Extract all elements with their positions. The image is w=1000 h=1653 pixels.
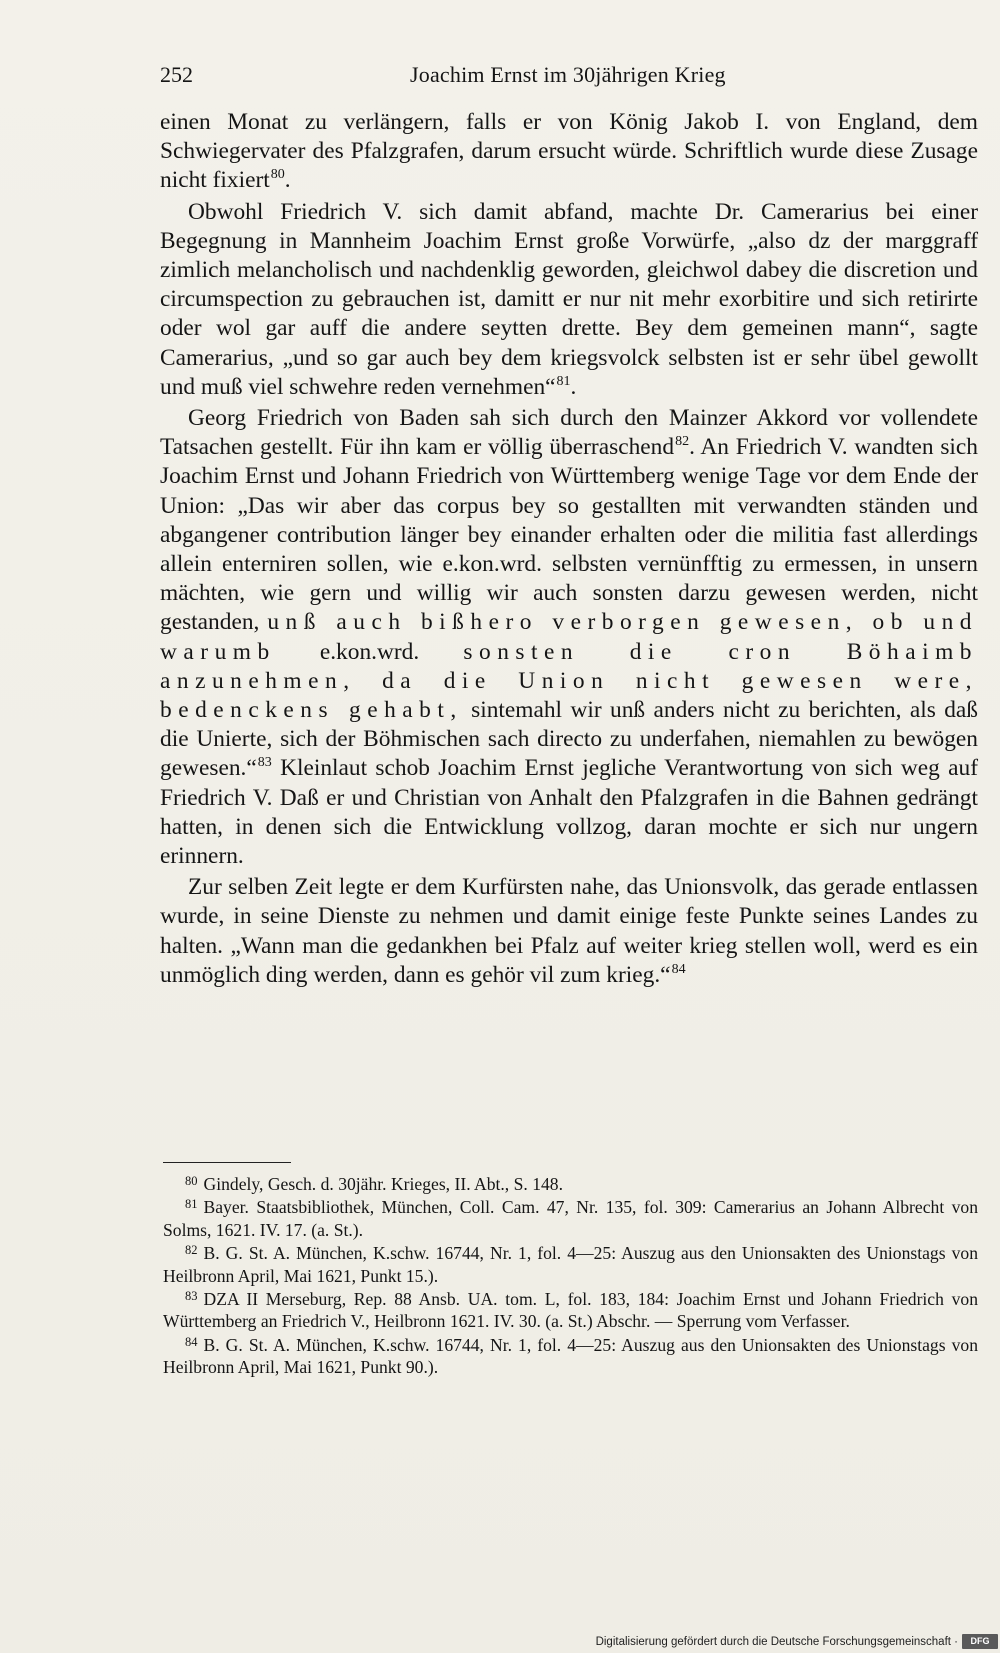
footnote-83 (163, 1288, 978, 1333)
footnote-number: 81 (185, 1197, 198, 1212)
footnote-text: DZA II Merseburg, Rep. 88 Ansb. UA. tom. L, fol. 183, 184: Joachim Ernst und Johann Friedrich von Württemberg an Friedrich V., Heilbronn 1621. IV. 30. (a. St.) Abschr. — Sperrung vom Verfasser. (163, 1289, 978, 1332)
spaced-emphasis-2: sonsten die cron Böhaimb anzunehmen, da die Union nicht gewesen were, bedenckens gehabt, (160, 638, 978, 724)
footnote-separator (163, 1162, 291, 1163)
footnote-ref-80[interactable]: 80 (270, 167, 285, 183)
paragraph-2-text: Obwohl Friedrich V. sich damit abfand, machte Dr. Camerarius bei einer Begegnung in Mannheim Joachim Ernst große Vorwürfe, „also dz der marggraff zimlich melancholisch und nachdenklig geworden, gleichwol dabey die discretion und circumspection zu gebrauchen ist, damitt er nur nit mehr exorbitire und sich retirirte oder wol gar auff die andere seytten drette. Bey dem gemeinen mann“, sagte Camerarius, „und so gar auch bey dem kriegsvolck selbsten ist er sehr übel gewollt und muß viel schwehre reden vernehmen“ (160, 198, 978, 400)
footnote-text: Gindely, Gesch. d. 30jähr. Krieges, II. Abt., S. 148. (203, 1174, 563, 1194)
page-header (160, 62, 978, 92)
main-text (160, 108, 978, 990)
footnote-text: Bayer. Staatsbibliothek, München, Coll. Cam. 47, Nr. 135, fol. 309: Camerarius an Johann Albrecht von Solms, 1621. IV. 17. (a. St.). (163, 1197, 978, 1240)
footnote-ref-81[interactable]: 81 (556, 373, 571, 389)
page-number: 252 (160, 62, 193, 87)
digitization-footer (595, 1631, 1000, 1653)
footnote-number: 84 (185, 1334, 198, 1349)
footnote-text: B. G. St. A. München, K.schw. 16744, Nr. 1, fol. 4—25: Auszug aus den Unionsakten des Unionstags von Heilbronn April, Mai 1621, Punkt 15.). (163, 1243, 978, 1286)
footnote-ref-82[interactable]: 82 (675, 434, 690, 450)
paragraph-1-end: . (284, 167, 291, 194)
footnote-number: 80 (185, 1174, 198, 1188)
paragraph-3-part-a: Georg Friedrich von Baden sah sich durch den Mainzer Akkord vor vollendete Tatsachen gestellt. Für ihn kam er völlig überraschend (160, 405, 978, 461)
paragraph-3-part-c: e.kon.wrd. (319, 638, 420, 665)
footnote-80 (163, 1173, 978, 1195)
paragraph-1-text: einen Monat zu verlängern, falls er von König Jakob I. von England, dem Schwiegervater des Pfalzgrafen, darum ersucht würde. Schriftlich wurde diese Zusage nicht fixiert (160, 109, 978, 194)
footnotes (163, 1173, 978, 1380)
paragraph-1 (160, 108, 978, 196)
paragraph-3 (160, 404, 978, 871)
running-head: Joachim Ernst im 30jährigen Krieg (410, 62, 726, 87)
footnote-81 (163, 1196, 978, 1241)
footnote-82 (163, 1242, 978, 1287)
funding-notice: Digitalisierung gefördert durch die Deutsche Forschungsgemeinschaft · (595, 1636, 958, 1648)
paragraph-2 (160, 198, 978, 402)
footnote-text: B. G. St. A. München, K.schw. 16744, Nr. 1, fol. 4—25: Auszug aus den Unionsakten des Unionstags von Heilbronn April, Mai 1621, Punkt 90.). (163, 1334, 978, 1378)
footnote-ref-83[interactable]: 83 (257, 755, 272, 771)
spaced-emphasis-1: unß auch bißhero verborgen gewesen, ob und warumb (160, 609, 978, 665)
paragraph-2-end: . (570, 373, 577, 400)
paragraph-4 (160, 873, 978, 990)
footnote-number: 83 (185, 1289, 198, 1304)
footnote-84 (163, 1334, 978, 1379)
footnote-number: 82 (185, 1243, 198, 1258)
paragraph-3-part-d: sintemahl wir unß anders nicht zu berichten, als daß die Unierte, sich der Böhmischen sach directo zu underfahen, niemahlen zu bewögen gewesen.“ (160, 697, 978, 782)
footnote-ref-84[interactable]: 84 (671, 961, 686, 977)
paragraph-4-text: Zur selben Zeit legte er dem Kurfürsten nahe, das Unionsvolk, das gerade entlassen wurde, in seine Dienste zu nehmen und damit einige feste Punkte seines Landes zu halten. „Wann man die gedankhen bei Pfalz auf weiter krieg stellen woll, werd es ein unmöglich ding werden, dann es gehör vil zum krieg.“ (160, 874, 978, 988)
paragraph-3-part-e: Kleinlaut schob Joachim Ernst jegliche Verantwortung von sich weg auf Friedrich V. Daß er und Christian von Anhalt den Pfalzgrafen in die Bahnen gedrängt hatten, in denen sich die Entwicklung vollzog, daran mochte er sich nur ungern erinnern. (160, 755, 978, 870)
paragraph-3-part-b: . An Friedrich V. wandten sich Joachim Ernst und Johann Friedrich von Württemberg wenige Tage vor dem Ende der Union: „Das wir aber das corpus bey so gestallten mit verwandten ständen und abgangener contribution länger bey einander erhalten oder die militia fast allerdings allein enterniren sollen, wie e.kon.wrd. selbsten vernünfftig zu ermessen, in unsern mächten, wie gern und willig wir auch sonsten darzu gewesen werden, nicht gestanden, (160, 434, 979, 636)
dfg-logo-icon: DFG (962, 1634, 998, 1649)
